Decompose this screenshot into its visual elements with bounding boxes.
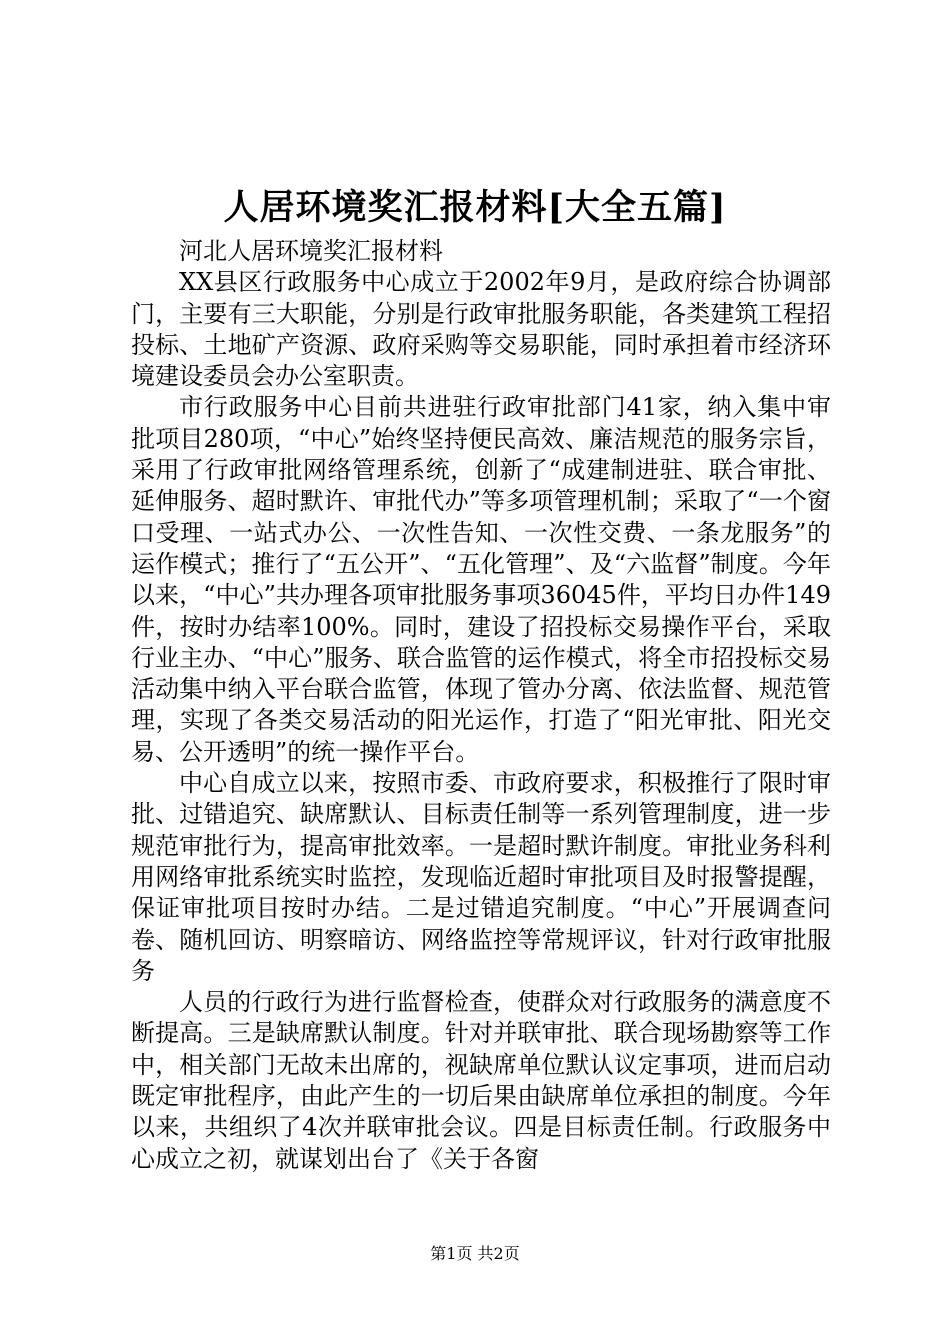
paragraph-3: 中心自成立以来，按照市委、市政府要求，积极推行了限时审批、过错追究、缺席默认、目标责任制等一系列管理制度，进一步规范审批行为，提高审批效率。一是超时默许制度。审批业务科利用网络审批系统实时监控，发现临近超时审批项目及时报警提醒，保证审批项目按时办结。二是过错追究制度。“中心”开展调查问卷、随机回访、明察暗访、网络监控等常规评议，针对行政审批服务 [131,769,831,985]
document-body [131,236,831,1175]
paragraph-4: 人员的行政行为进行监督检查，使群众对行政服务的满意度不断提高。三是缺席默认制度。针对并联审批、联合现场勘察等工作中，相关部门无故未出席的，视缺席单位默认议定事项，进而启动既定审批程序，由此产生的一切后果由缺席单位承担的制度。今年以来，共组织了4次并联审批会议。四是目标责任制。行政服务中心成立之初，就谋划出台了《关于各窗 [131,988,831,1173]
paragraph-1: XX县区行政服务中心成立于2002年9月，是政府综合协调部门，主要有三大职能，分别是行政审批服务职能，各类建筑工程招投标、土地矿产资源、政府采购等交易职能，同时承担着市经济环境建设委员会办公室职责。 [131,268,831,391]
page-number-footer: 第1页 共2页 [430,1244,520,1263]
document-subtitle: 河北人居环境奖汇报材料 [179,237,443,265]
paragraph-2: 市行政服务中心目前共进驻行政审批部门41家，纳入集中审批项目280项，“中心”始终坚持便民高效、廉洁规范的服务宗旨，采用了行政审批网络管理系统，创新了“成建制进驻、联合审批、延伸服务、超时默许、审批代办”等多项管理机制；采取了“一个窗口受理、一站式办公、一次性告知、一次性交费、一条龙服务”的运作模式；推行了“五公开”、“五化管理”、及“六监督”制度。今年以来，“中心”共办理各项审批服务事项36045件，平均日办件149件，按时办结率100%。同时，建设了招投标交易操作平台，采取行业主办、“中心”服务、联合监管的运作模式，将全市招投标交易活动集中纳入平台联合监管，体现了管办分离、依法监督、规范管理，实现了各类交易活动的阳光运作，打造了“阳光审批、阳光交易、公开透明”的统一操作平台。 [131,393,831,766]
document-title: 人居环境奖汇报材料[大全五篇] [223,187,727,228]
